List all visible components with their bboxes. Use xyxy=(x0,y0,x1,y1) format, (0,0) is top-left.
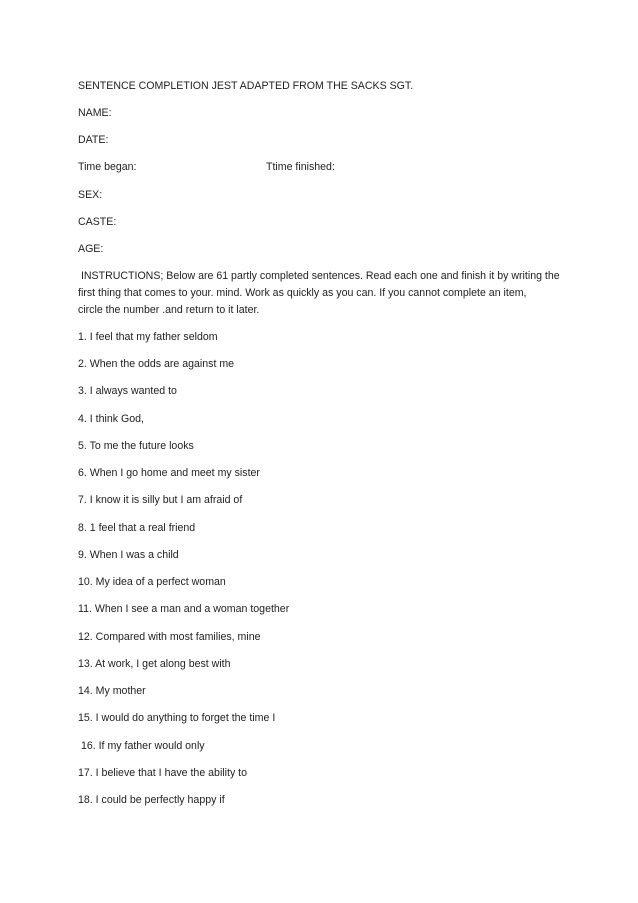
sentence-item: 18. I could be perfectly happy if xyxy=(78,794,225,806)
sentence-item: 4. I think God, xyxy=(78,413,144,425)
sentence-item: 3. I always wanted to xyxy=(78,385,177,397)
instructions-line: first thing that comes to your. mind. Work as quickly as you can. If you cannot complete an item, xyxy=(78,287,527,299)
time-finished-label: Ttime finished: xyxy=(266,161,335,173)
caste-field-label: CASTE: xyxy=(78,216,117,228)
sentence-item: 14. My mother xyxy=(78,685,146,697)
age-field-label: AGE: xyxy=(78,243,104,255)
sentence-item: 8. 1 feel that a real friend xyxy=(78,522,196,534)
sentence-item: 16. If my father would only xyxy=(78,740,205,752)
document-title: SENTENCE COMPLETION JEST ADAPTED FROM THE SACKS SGT. xyxy=(78,80,414,92)
sentence-item: 7. I know it is silly but I am afraid of xyxy=(78,494,243,506)
instructions-paragraph xyxy=(78,268,578,319)
sentence-item: 9. When I was a child xyxy=(78,549,179,561)
time-began-label: Time began: xyxy=(78,161,137,173)
name-field-label: NAME: xyxy=(78,107,112,119)
sentence-item: 12. Compared with most families, mine xyxy=(78,631,261,643)
instructions-line: INSTRUCTIONS; Below are 61 partly completed sentences. Read each one and finish it by writing the xyxy=(78,270,560,282)
sentence-item: 2. When the odds are against me xyxy=(78,358,235,370)
sex-field-label: SEX: xyxy=(78,189,103,201)
sentence-item: 17. I believe that I have the ability to xyxy=(78,767,248,779)
sentence-item: 10. My idea of a perfect woman xyxy=(78,576,226,588)
sentence-item: 11. When I see a man and a woman together xyxy=(78,603,290,615)
sentence-item: 15. I would do anything to forget the time I xyxy=(78,712,276,724)
instructions-line: circle the number .and return to it later. xyxy=(78,304,260,316)
date-field-label: DATE: xyxy=(78,134,109,146)
sentence-item: 13. At work, I get along best with xyxy=(78,658,231,670)
sentence-item: 5. To me the future looks xyxy=(78,440,194,452)
sentence-item: 1. I feel that my father seldom xyxy=(78,331,218,343)
sentence-item: 6. When I go home and meet my sister xyxy=(78,467,260,479)
